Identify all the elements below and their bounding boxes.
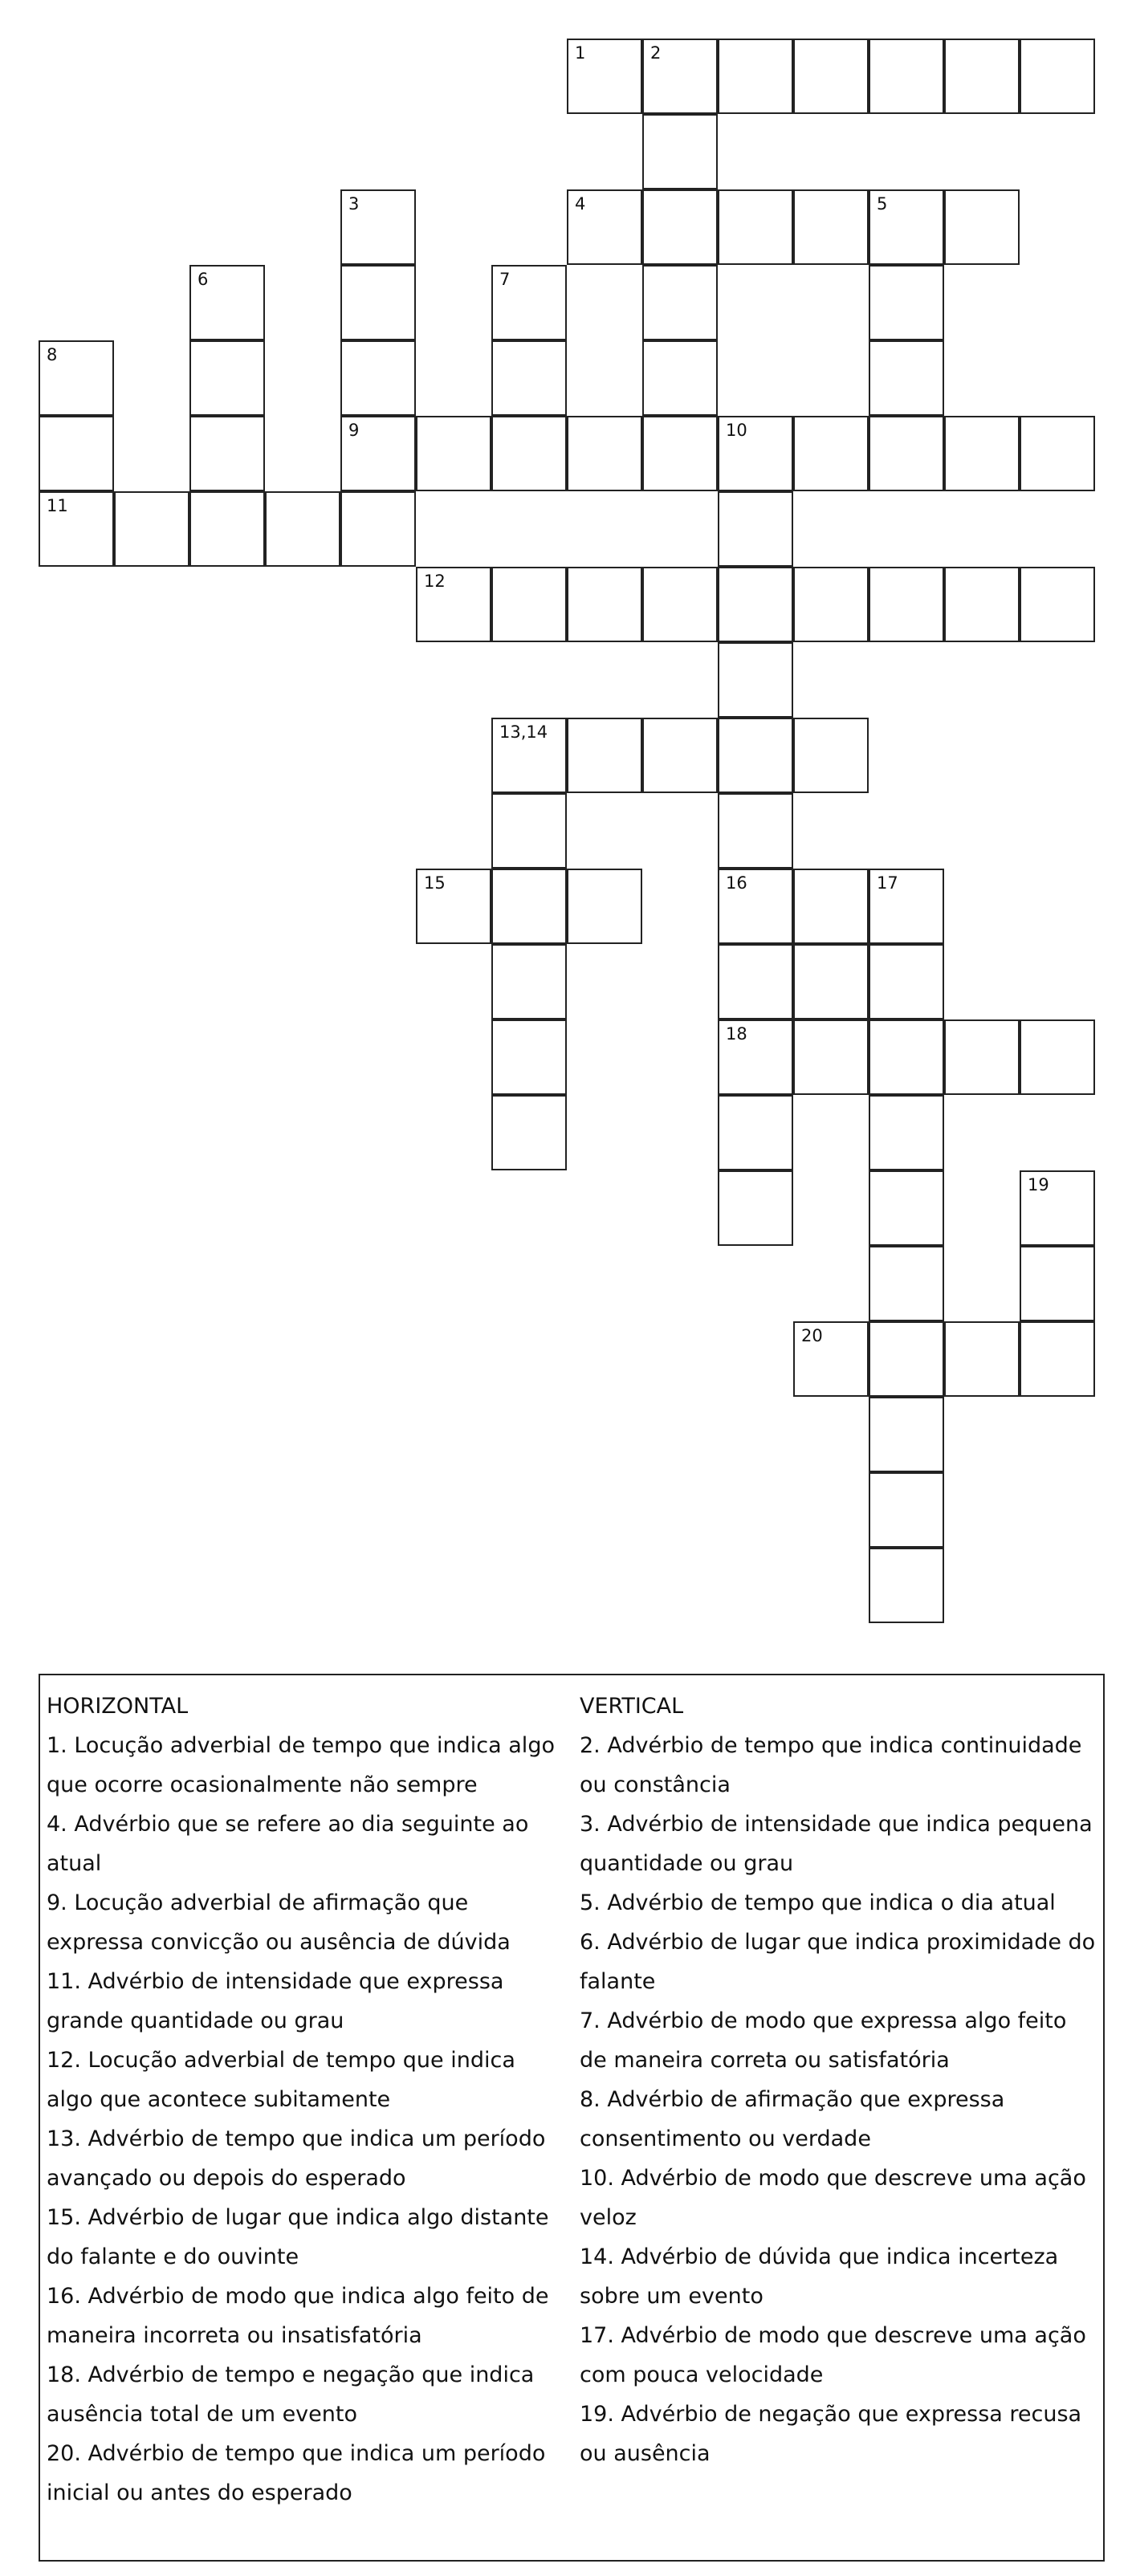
grid-cell[interactable] bbox=[416, 567, 491, 642]
clue-h-13: 13. Advérbio de tempo que indica um período avançado ou depois do esperado bbox=[47, 2126, 546, 2191]
grid-cell[interactable] bbox=[869, 1472, 944, 1548]
grid-cell[interactable] bbox=[491, 1095, 567, 1170]
grid-cell[interactable] bbox=[642, 114, 718, 189]
grid-cell[interactable] bbox=[718, 793, 793, 869]
clue-v-10: 10. Advérbio de modo que descreve uma ação veloz bbox=[580, 2166, 1086, 2230]
clue-number: 18 bbox=[726, 1024, 747, 1044]
horizontal-title: HORIZONTAL bbox=[47, 1694, 189, 1719]
grid-cell[interactable] bbox=[869, 1170, 944, 1246]
clue-v-5: 5. Advérbio de tempo que indica o dia atual bbox=[580, 1890, 1056, 1915]
grid-cell[interactable] bbox=[642, 265, 718, 340]
grid-cell[interactable] bbox=[944, 1321, 1020, 1397]
grid-cell[interactable] bbox=[869, 340, 944, 416]
clue-v-17: 17. Advérbio de modo que descreve uma ação com pouca velocidade bbox=[580, 2323, 1086, 2387]
clue-number: 4 bbox=[575, 194, 586, 214]
grid-cell[interactable] bbox=[793, 567, 869, 642]
clue-number: 5 bbox=[877, 194, 888, 214]
grid-cell[interactable] bbox=[793, 416, 869, 491]
grid-cell[interactable] bbox=[944, 39, 1020, 114]
grid-cell[interactable] bbox=[718, 944, 793, 1019]
grid-cell[interactable] bbox=[491, 1019, 567, 1095]
clue-v-19: 19. Advérbio de negação que expressa recusa ou ausência bbox=[580, 2402, 1082, 2466]
clue-h-1: 1. Locução adverbial de tempo que indica algo que ocorre ocasionalmente não sempre bbox=[47, 1733, 555, 1797]
clue-number: 20 bbox=[801, 1326, 823, 1345]
grid-cell[interactable] bbox=[869, 39, 944, 114]
grid-cell[interactable] bbox=[718, 1019, 793, 1095]
grid-cell[interactable] bbox=[869, 1548, 944, 1623]
grid-cell[interactable] bbox=[793, 869, 869, 944]
grid-cell[interactable] bbox=[1020, 416, 1095, 491]
grid-cell[interactable] bbox=[1020, 1321, 1095, 1397]
grid-cell[interactable] bbox=[491, 416, 567, 491]
grid-cell[interactable] bbox=[642, 340, 718, 416]
grid-cell[interactable] bbox=[718, 869, 793, 944]
grid-cell[interactable] bbox=[39, 340, 114, 416]
clue-number: 19 bbox=[1028, 1175, 1049, 1194]
grid-cell[interactable] bbox=[39, 416, 114, 491]
grid-cell[interactable] bbox=[567, 718, 642, 793]
grid-cell[interactable] bbox=[793, 1321, 869, 1397]
grid-cell[interactable] bbox=[1020, 1246, 1095, 1321]
clues-box bbox=[39, 1674, 1105, 2562]
grid-cell[interactable] bbox=[869, 265, 944, 340]
clue-v-8: 8. Advérbio de afirmação que expressa consentimento ou verdade bbox=[580, 2087, 1005, 2151]
grid-cell[interactable] bbox=[340, 265, 416, 340]
grid-cell[interactable] bbox=[793, 39, 869, 114]
grid-cell[interactable] bbox=[869, 189, 944, 265]
clue-h-11: 11. Advérbio de intensidade que expressa grande quantidade ou grau bbox=[47, 1969, 504, 2033]
grid-cell[interactable] bbox=[944, 567, 1020, 642]
grid-cell[interactable] bbox=[642, 189, 718, 265]
grid-cell[interactable] bbox=[869, 1321, 944, 1397]
grid-cell[interactable] bbox=[189, 340, 265, 416]
grid-cell[interactable] bbox=[567, 189, 642, 265]
clue-h-12: 12. Locução adverbial de tempo que indica algo que acontece subitamente bbox=[47, 2048, 515, 2112]
clue-h-15: 15. Advérbio de lugar que indica algo distante do falante e do ouvinte bbox=[47, 2205, 549, 2269]
clue-number: 1 bbox=[575, 43, 586, 63]
grid-cell[interactable] bbox=[114, 491, 189, 567]
grid-cell[interactable] bbox=[869, 1397, 944, 1472]
grid-cell[interactable] bbox=[491, 340, 567, 416]
grid-cell[interactable] bbox=[718, 567, 793, 642]
grid-cell[interactable] bbox=[642, 416, 718, 491]
grid-cell[interactable] bbox=[718, 189, 793, 265]
grid-cell[interactable] bbox=[642, 718, 718, 793]
grid-cell[interactable] bbox=[340, 340, 416, 416]
grid-cell[interactable] bbox=[869, 1095, 944, 1170]
grid-cell[interactable] bbox=[944, 1019, 1020, 1095]
clue-v-3: 3. Advérbio de intensidade que indica pequena quantidade ou grau bbox=[580, 1812, 1093, 1876]
grid-cell[interactable] bbox=[718, 491, 793, 567]
grid-cell[interactable] bbox=[869, 944, 944, 1019]
vertical-clues bbox=[580, 1687, 1097, 2473]
grid-cell[interactable] bbox=[567, 39, 642, 114]
clue-number: 9 bbox=[348, 421, 360, 440]
grid-cell[interactable] bbox=[491, 944, 567, 1019]
grid-cell[interactable] bbox=[491, 869, 567, 944]
grid-cell[interactable] bbox=[265, 491, 340, 567]
clue-h-20: 20. Advérbio de tempo que indica um período inicial ou antes do esperado bbox=[47, 2441, 546, 2505]
grid-cell[interactable] bbox=[793, 944, 869, 1019]
vertical-title: VERTICAL bbox=[580, 1694, 684, 1719]
grid-cell[interactable] bbox=[491, 567, 567, 642]
grid-cell[interactable] bbox=[718, 416, 793, 491]
clue-v-14: 14. Advérbio de dúvida que indica incerteza sobre um evento bbox=[580, 2244, 1059, 2309]
clue-number: 7 bbox=[499, 270, 511, 289]
grid-cell[interactable] bbox=[340, 189, 416, 265]
clue-number: 11 bbox=[47, 496, 68, 515]
clue-h-16: 16. Advérbio de modo que indica algo feito de maneira incorreta ou insatisfatória bbox=[47, 2284, 549, 2348]
grid-cell[interactable] bbox=[416, 416, 491, 491]
clue-number: 13,14 bbox=[499, 722, 548, 742]
grid-cell[interactable] bbox=[793, 189, 869, 265]
grid-cell[interactable] bbox=[944, 416, 1020, 491]
grid-cell[interactable] bbox=[567, 869, 642, 944]
clue-number: 12 bbox=[424, 572, 446, 591]
clue-number: 2 bbox=[650, 43, 662, 63]
clue-v-6: 6. Advérbio de lugar que indica proximidade do falante bbox=[580, 1930, 1096, 1994]
grid-cell[interactable] bbox=[869, 416, 944, 491]
grid-cell[interactable] bbox=[718, 642, 793, 718]
grid-cell[interactable] bbox=[567, 567, 642, 642]
grid-cell[interactable] bbox=[869, 1019, 944, 1095]
clue-h-4: 4. Advérbio que se refere ao dia seguinte ao atual bbox=[47, 1812, 529, 1876]
clue-h-18: 18. Advérbio de tempo e negação que indica ausência total de um evento bbox=[47, 2362, 535, 2427]
grid-cell[interactable] bbox=[718, 1170, 793, 1246]
clue-h-9: 9. Locução adverbial de afirmação que expressa convicção ou ausência de dúvida bbox=[47, 1890, 511, 1955]
clue-v-2: 2. Advérbio de tempo que indica continuidade ou constância bbox=[580, 1733, 1082, 1797]
clue-number: 10 bbox=[726, 421, 747, 440]
clue-number: 15 bbox=[424, 873, 446, 893]
clue-number: 17 bbox=[877, 873, 898, 893]
grid-cell[interactable] bbox=[869, 1246, 944, 1321]
clue-number: 6 bbox=[197, 270, 209, 289]
grid-cell[interactable] bbox=[1020, 1170, 1095, 1246]
grid-cell[interactable] bbox=[39, 491, 114, 567]
grid-cell[interactable] bbox=[491, 718, 567, 793]
grid-cell[interactable] bbox=[567, 416, 642, 491]
grid-cell[interactable] bbox=[491, 265, 567, 340]
grid-cell[interactable] bbox=[416, 869, 491, 944]
clue-number: 16 bbox=[726, 873, 747, 893]
grid-cell[interactable] bbox=[869, 869, 944, 944]
grid-cell[interactable] bbox=[491, 793, 567, 869]
clue-v-7: 7. Advérbio de modo que expressa algo feito de maneira correta ou satisfatória bbox=[580, 2008, 1067, 2073]
grid-cell[interactable] bbox=[340, 491, 416, 567]
grid-cell[interactable] bbox=[793, 1019, 869, 1095]
grid-cell[interactable] bbox=[340, 416, 416, 491]
grid-cell[interactable] bbox=[189, 265, 265, 340]
grid-cell[interactable] bbox=[718, 1095, 793, 1170]
grid-cell[interactable] bbox=[1020, 567, 1095, 642]
horizontal-clues bbox=[47, 1687, 564, 2513]
clue-number: 8 bbox=[47, 345, 58, 364]
grid-cell[interactable] bbox=[189, 416, 265, 491]
grid-cell[interactable] bbox=[718, 39, 793, 114]
grid-cell[interactable] bbox=[944, 189, 1020, 265]
grid-cell[interactable] bbox=[1020, 1019, 1095, 1095]
grid-cell[interactable] bbox=[642, 39, 718, 114]
grid-cell[interactable] bbox=[642, 567, 718, 642]
grid-cell[interactable] bbox=[189, 491, 265, 567]
grid-cell[interactable] bbox=[793, 718, 869, 793]
grid-cell[interactable] bbox=[718, 718, 793, 793]
grid-cell[interactable] bbox=[1020, 39, 1095, 114]
grid-cell[interactable] bbox=[869, 567, 944, 642]
clue-number: 3 bbox=[348, 194, 360, 214]
